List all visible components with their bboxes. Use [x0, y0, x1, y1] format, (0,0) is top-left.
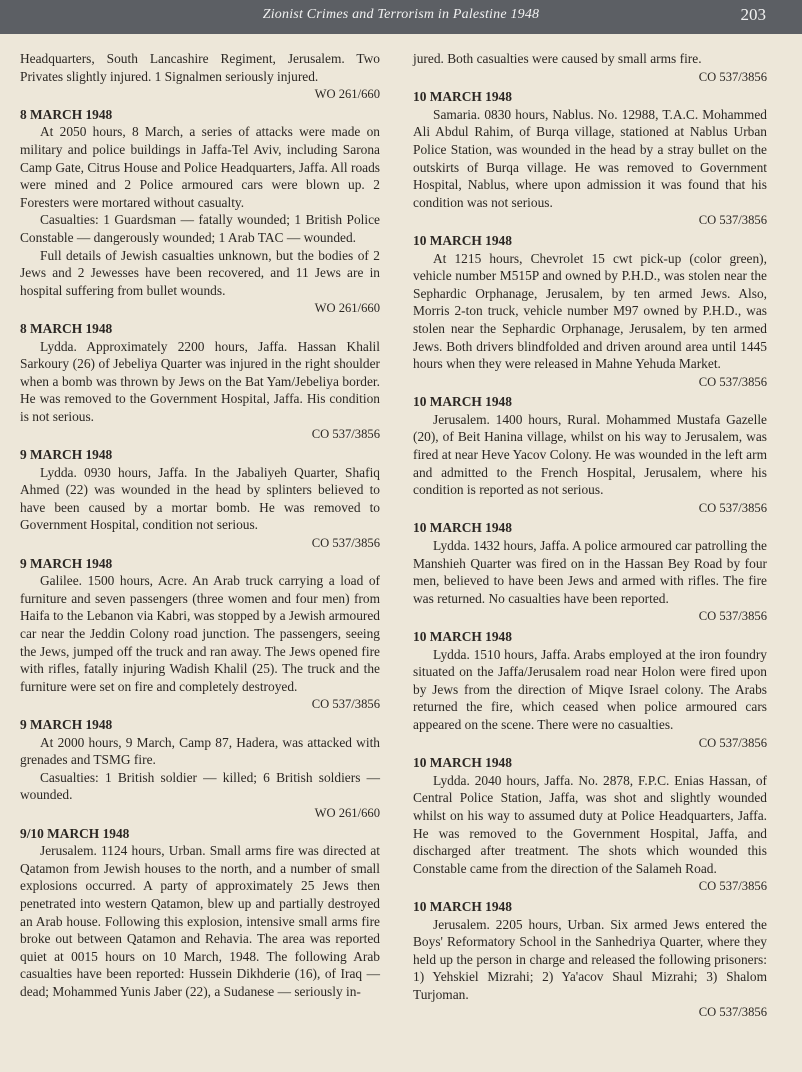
left-column: [20, 50, 380, 1000]
archive-reference: CO 537/3856: [698, 609, 767, 624]
archive-reference: CO 537/3856: [311, 427, 380, 442]
incident-entry: [20, 320, 380, 444]
archive-reference: WO 261/660: [314, 301, 380, 316]
right-column: [413, 50, 767, 1024]
incident-entry: [20, 555, 380, 714]
entry-paragraph: Jerusalem. 2205 hours, Urban. Six armed Jews entered the Boys' Reformatory School in the Sanhedriya Quarter, where they held up the person in charge and released the following prisoners: 1) Yehskiel Mizrahi; 2) Ya'acov Shaul Mizrahi; 3) Shalom Turjoman.: [413, 916, 767, 1002]
entry-paragraph: Galilee. 1500 hours, Acre. An Arab truck carrying a load of furniture and seven passengers (three women and four men) from Haifa to the Lebanon via Kabri, was stopped by a Jewish armoured car near the Jeddin Colony road junction. The passengers, seeing the Jews, jumped off the truck and ran away. The Jews opened fire with rifles, fatally injuring Wadish Khalil (25). The truck and the furniture were set on fire and completely destroyed.: [20, 573, 380, 694]
page-header: [0, 0, 802, 34]
entry-date-heading: 10 MARCH 1948: [413, 629, 512, 644]
incident-entry: [413, 393, 767, 517]
incident-entry: [20, 825, 380, 1001]
incident-entry: [413, 232, 767, 391]
incident-entry: [413, 88, 767, 230]
entry-date-heading: 10 MARCH 1948: [413, 898, 512, 914]
incident-entry: [20, 446, 380, 553]
archive-reference: WO 261/660: [314, 805, 380, 820]
entry-paragraph: Casualties: 1 British soldier — killed; 6 British soldiers — wounded.: [20, 769, 380, 803]
archive-reference: CO 537/3856: [311, 536, 380, 551]
archive-reference: CO 537/3856: [311, 697, 380, 712]
entry-paragraph: Lydda. Approximately 2200 hours, Jaffa. Hassan Khalil Sarkoury (26) of Jebeliya Quarter was injured in the right shoulder when a bomb was thrown by Jews on the Bat Yam/Jebeliya border. He was removed to the Government Hospital, Jaffa. His condition is not serious.: [20, 338, 380, 424]
running-title: Zionist Crimes and Terrorism in Palestine 1948: [262, 7, 540, 22]
archive-reference: CO 537/3856: [698, 500, 767, 515]
entry-date-heading: 10 MARCH 1948: [413, 232, 512, 248]
entry-date-heading: 10 MARCH 1948: [413, 520, 512, 536]
archive-reference: CO 537/3856: [698, 213, 767, 228]
archive-reference: CO 537/3856: [698, 374, 767, 389]
archive-reference: CO 537/3856: [698, 69, 767, 84]
entry-date-heading: 9 MARCH 1948: [20, 447, 113, 463]
entry-paragraph: Full details of Jewish casualties unknown, but the bodies of 2 Jews and 2 Jewesses have been recovered, and 11 Jews are in hospital suffering from bullet wounds.: [20, 247, 380, 298]
incident-entry: [413, 898, 767, 1022]
entry-date-heading: 9 MARCH 1948: [20, 555, 113, 571]
entry-paragraph: At 2000 hours, 9 March, Camp 87, Hadera, was attacked with grenades and TSMG fire.: [20, 734, 380, 768]
entry-paragraph: Casualties: 1 Guardsman — fatally wounded; 1 British Police Constable — dangerously wounded; 1 Arab TAC — wounded.: [20, 212, 380, 245]
entry-date-heading: 10 MARCH 1948: [413, 394, 512, 410]
archive-reference: CO 537/3856: [698, 879, 767, 894]
entry-date-heading: 8 MARCH 1948: [20, 106, 113, 122]
incident-entry: [20, 106, 380, 318]
entry-paragraph: Lydda. 2040 hours, Jaffa. No. 2878, F.P.C. Enias Hassan, of Central Police Station, Jaffa, was shot and slightly wounded whilst on his way to assumed duty at Police Headquarters, Jaffa. He was removed to the Government Hospital, Jaffa, and discharged after treatment. The shots which wounded this Constable came from the direction of the Salameh Road.: [413, 772, 767, 876]
entry-date-heading: 8 MARCH 1948: [20, 320, 113, 336]
entry-paragraph: Lydda. 0930 hours, Jaffa. In the Jabaliyeh Quarter, Shafiq Ahmed (22) was wounded in the head by splinters believed to have been caused by a mortar bomb. He was removed to Government Hospital, condition not serious.: [20, 464, 380, 533]
page-number: 203: [740, 5, 766, 24]
entry-date-heading: 9 MARCH 1948: [20, 716, 113, 732]
entry-paragraph: Lydda. 1432 hours, Jaffa. A police armoured car patrolling the Manshieh Quarter was fired on in the Hassan Bey Road by four men, believed to have been Jews and armed with rifles. The fire was returned. No casualties have been reported.: [413, 538, 767, 606]
incident-entry: [413, 519, 767, 626]
entry-paragraph: At 1215 hours, Chevrolet 15 cwt pick-up (color green), vehicle number M515P and owned by P.H.D., was stolen near the Sephardic Orphanage, Jerusalem, by ten armed Jews. Also, Morris 2-ton truck, vehicle number M97 owned by P.H.D., was stolen near the Sephardic Orphanage, Jerusalem, by ten armed Jews. Both drivers blindfolded and driven around area until 1445 hours when they were released in Mahne Yehuda Market.: [413, 250, 767, 372]
continued-paragraph: jured. Both casualties were caused by small arms fire.: [413, 51, 702, 66]
archive-reference: WO 261/660: [314, 87, 380, 102]
entry-date-heading: 9/10 MARCH 1948: [20, 825, 130, 841]
archive-reference: CO 537/3856: [698, 735, 767, 750]
entry-paragraph: Jerusalem. 1400 hours, Rural. Mohammed Mustafa Gazelle (20), of Beit Hanina village, whilst on his way to Jerusalem, was fired at near Heve Yacov Colony. He was wounded in the left arm and admitted to the French Hospital, Jerusalem, where his condition is reported as not serious.: [413, 411, 767, 498]
incident-entry: [20, 716, 380, 823]
continued-paragraph: Headquarters, South Lancashire Regiment, Jerusalem. Two Privates slightly injured. 1 Signalmen seriously injured.: [20, 51, 380, 84]
incident-entry: [413, 628, 767, 752]
entry-date-heading: 10 MARCH 1948: [413, 89, 512, 105]
entry-date-heading: 10 MARCH 1948: [413, 755, 512, 771]
entry-paragraph: Samaria. 0830 hours, Nablus. No. 12988, T.A.C. Mohammed Ali Abdul Rahim, of Burqa village, stationed at Nablus Urban Police Station, was wounded in the head by a stray bullet on the outskirts of Burqa village. He was removed to Government Hospital, Nablus, where upon admission it was found that his condition was not serious.: [413, 106, 767, 210]
archive-reference: CO 537/3856: [698, 1005, 767, 1020]
incident-entry: [413, 754, 767, 896]
entry-paragraph: Jerusalem. 1124 hours, Urban. Small arms fire was directed at Qatamon from Jewish houses to the north, and a number of small explosions occurred. A party of approximately 25 Jews then penetrated into western Qatamon, blew up and partially destroyed an Arab house. Following this explosion, intensive small arms fire broke out between Qatamon and Rehavia. The area was reported quiet at 0015 hours on 10 March, 1948. The following Arab casualties have been reported: Hussein Dikhderie (16), of Iraq — dead; Mohammed Yunis Jaber (22), a Sudanese — seriously in-: [20, 843, 380, 999]
entry-paragraph: Lydda. 1510 hours, Jaffa. Arabs employed at the iron foundry situated on the Jaffa/Jerusalem road near Holon were fired upon by Jews from the direction of Miqve Israel colony. The Arabs returned the fire, which ceased when police armoured cars appeared on the scene. There were no casualties.: [413, 646, 767, 732]
entry-paragraph: At 2050 hours, 8 March, a series of attacks were made on military and police buildings in Jaffa-Tel Aviv, including Sarona Camp Gate, Citrus House and Police Headquarters, Jaffa. All roads were mined and 2 Police armoured cars were blown up. 2 Foresters were mortared without casualty.: [20, 124, 380, 210]
